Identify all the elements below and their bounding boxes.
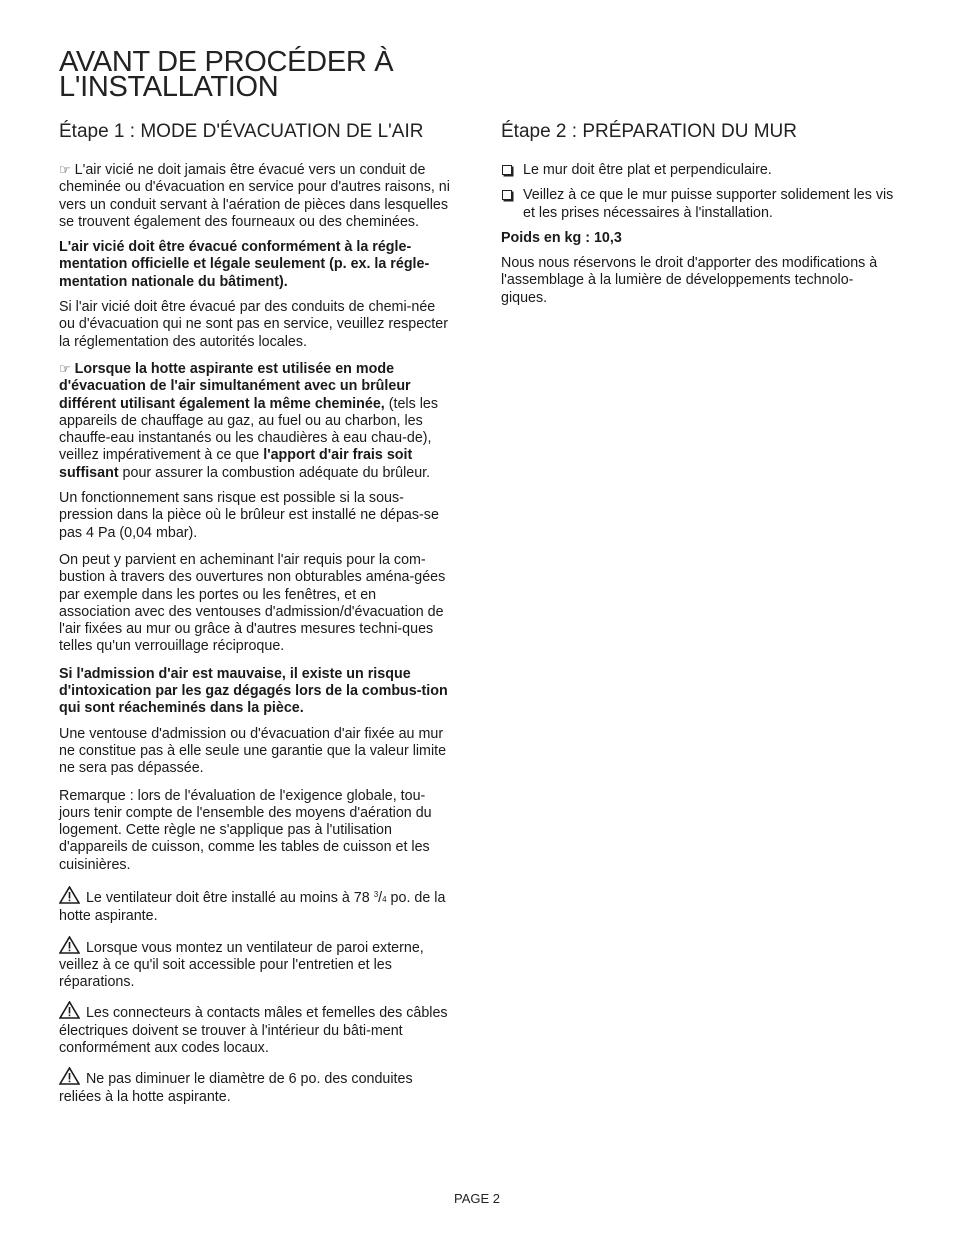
pointing-hand-icon: ☞ xyxy=(59,163,71,178)
warning-1 xyxy=(59,886,451,926)
step1-heading: Étape 1 : MODE D'ÉVACUATION DE L'AIR xyxy=(59,121,424,142)
paragraph-7: Si l'admission d'air est mauvaise, il existe un risque d'intoxication par les gaz dégagés lors de la combus-tion qui sont réacheminés dans la pièce. xyxy=(59,665,448,717)
checkbox-icon xyxy=(502,190,512,200)
paragraph-4-text-2: pour assurer la combustion adéquate du brûleur. xyxy=(118,464,431,481)
warning-1-text-a: Le ventilateur doit être installé au moins à 78 xyxy=(85,889,374,906)
fraction-numerator: 3 xyxy=(373,889,379,899)
paragraph-4-text-1: (tels les appareils de chauffage au gaz, au fuel ou au charbon, les chauffe-eau instantanés ou les chaudières à eau chau-de), veillez impérativement à ce que xyxy=(59,395,438,464)
page-title: AVANT DE PROCÉDER À L'INSTALLATION xyxy=(59,46,394,103)
warning-triangle-icon xyxy=(59,936,80,954)
step2-heading: Étape 2 : PRÉPARATION DU MUR xyxy=(501,121,797,142)
warning-triangle-icon xyxy=(59,1067,80,1085)
checklist-item xyxy=(501,162,897,179)
warning-triangle-icon xyxy=(59,886,80,904)
paragraph-2: L'air vicié doit être évacué conformément à la régle-mentation officielle et légale seulement (p. ex. la régle-mentation nationale du bâtiment). xyxy=(59,239,430,290)
paragraph-4-bold-1: Lorsque la hotte aspirante est utilisée en mode d'évacuation de l'air simultanément avec un brûleur différent utilisant également la même cheminée, xyxy=(59,360,411,412)
paragraph-4 xyxy=(59,361,451,482)
fraction-denominator: 4 xyxy=(382,894,387,904)
checklist-item xyxy=(501,187,897,222)
paragraph-1 xyxy=(59,162,451,231)
warning-3-text: Les connecteurs à contacts mâles et femelles des câbles électriques doivent se trouver à l'intérieur du bâti-ment conformément aux codes locaux. xyxy=(59,1005,448,1057)
warning-4 xyxy=(59,1067,451,1106)
modification-note: Nous nous réservons le droit d'apporter des modifications à l'assemblage à la lumière de développements technolo-giques. xyxy=(501,255,878,306)
paragraph-3: Si l'air vicié doit être évacué par des conduits de chemi-née ou d'évacuation qui ne sont pas en service, veuillez respecter la réglementation des autorités locales. xyxy=(59,299,448,350)
warning-2-text: Lorsque vous montez un ventilateur de paroi externe, veillez à ce qu'il soit accessible pour l'entretien et les réparations. xyxy=(59,939,424,991)
checklist-item-text: Veillez à ce que le mur puisse supporter solidement les vis et les prises nécessaires à l'installation. xyxy=(523,187,894,221)
paragraph-4-bold-2: l'apport d'air frais soit suffisant xyxy=(59,447,413,481)
right-column xyxy=(501,120,897,315)
warning-3 xyxy=(59,1001,451,1057)
warning-4-text: Ne pas diminuer le diamètre de 6 po. des conduites reliées à la hotte aspirante. xyxy=(59,1071,413,1105)
fraction-slash: / xyxy=(378,889,383,906)
checklist xyxy=(501,162,897,222)
paragraph-6: On peut y parvient en acheminant l'air requis pour la com-bustion à travers des ouvertures non obturables aména-gées par exemple dans les portes ou les fenêtres, et en association avec des ventouses d'admission/d'évacuation de l'air fixées au mur ou grâce à d'autres mesures techni-ques telles qu'un verrouillage réciproque. xyxy=(59,551,446,655)
warning-2 xyxy=(59,936,451,992)
warning-1-text-b: po. de la hotte aspirante. xyxy=(59,889,446,925)
page-number: PAGE 2 xyxy=(453,1191,500,1206)
checkbox-icon xyxy=(502,165,512,175)
weight-label: Poids en kg : 10,3 xyxy=(501,229,622,246)
pointing-hand-icon: ☞ xyxy=(59,361,71,377)
paragraph-8: Une ventouse d'admission ou d'évacuation d'air fixée au mur ne constitue pas à elle seule une garantie que la valeur limite ne sera pas dépassée. xyxy=(59,725,447,777)
warning-triangle-icon xyxy=(59,1001,80,1019)
checklist-item-text: Le mur doit être plat et perpendiculaire. xyxy=(523,162,772,178)
paragraph-1-text: L'air vicié ne doit jamais être évacué vers un conduit de cheminée ou d'évacuation en service pour d'autres raisons, ni vers un conduit servant à l'aération de pièces dans lesquelles se trouvent également des fourneaux ou des cheminées. xyxy=(59,162,450,230)
paragraph-9: Remarque : lors de l'évaluation de l'exigence globale, tou-jours tenir compte de l'ensemble des moyens d'aération du logement. Cette règle ne s'applique pas à l'utilisation d'appareils de cuisson, comme les tables de cuisson et les cuisinières. xyxy=(59,787,432,873)
paragraph-5: Un fonctionnement sans risque est possible si la sous-pression dans la pièce où le brûleur est installé ne dépas-se pas 4 Pa (0,04 mbar). xyxy=(59,490,439,541)
left-column xyxy=(59,120,451,1114)
